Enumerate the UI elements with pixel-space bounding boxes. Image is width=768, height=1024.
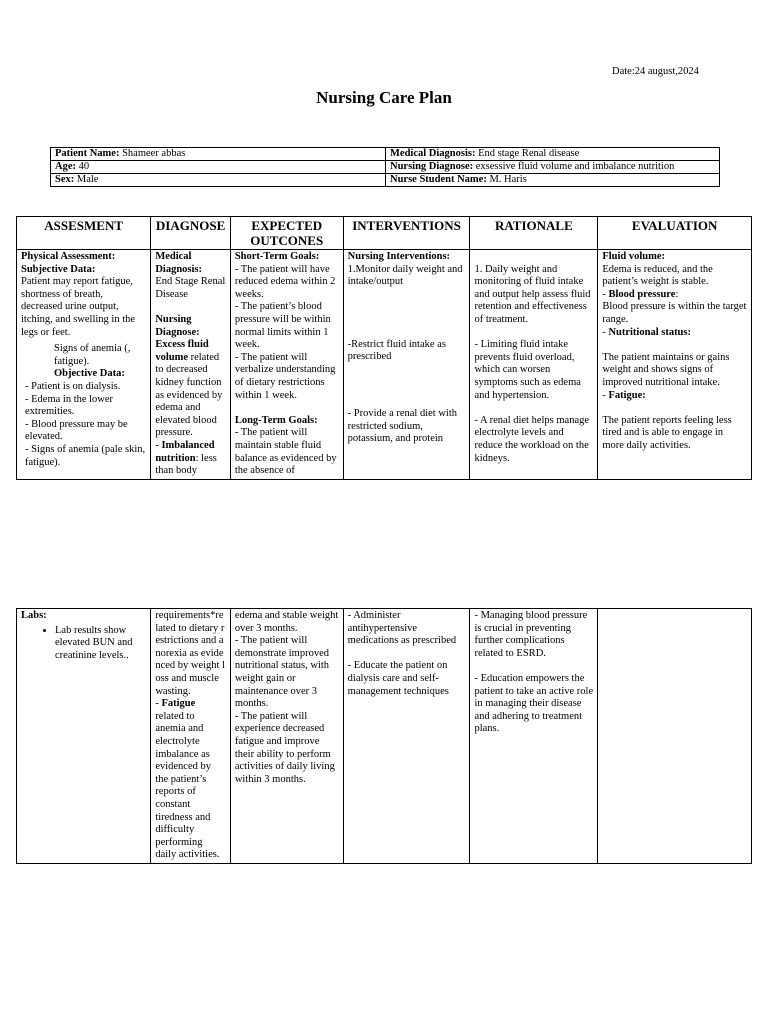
objective-heading: Objective Data:	[54, 368, 125, 380]
patient-name-value: Shameer abbas	[119, 148, 186, 159]
long-term-heading: Long-Term Goals:	[234, 414, 318, 426]
long-term-goal: - The patient will maintain stable fluid balance as evidenced by the absence of	[234, 427, 337, 477]
short-term-goal: - The patient will verbalize understanding of dietary restrictions within 1 week.	[234, 351, 336, 401]
nurse-student-value: M. Haris	[486, 174, 527, 185]
info-row	[51, 148, 720, 161]
medical-diagnosis-cell	[386, 148, 720, 161]
rationale-item: - Limiting fluid intake prevents fluid overload, which can worsen symptoms such as edema and hypertension.	[474, 339, 581, 401]
nursing-diagnose-value: exsessive fluid volume and imbalance nutrition	[473, 161, 675, 172]
short-term-heading: Short-Term Goals:	[234, 251, 320, 262]
medical-diagnosis-heading: Medical Diagnosis:	[155, 251, 202, 275]
nursing-interventions-heading: Nursing Interventions:	[347, 251, 451, 262]
page-title: Nursing Care Plan	[316, 88, 452, 107]
objective-item: - Signs of anemia (pale skin, fatigue).	[25, 443, 146, 468]
rationale-item: - Managing blood pressure is crucial in preventing further complications related to ESRD.	[474, 610, 588, 659]
short-term-goal: - The patient will have reduced edema within 2 weeks.	[234, 263, 336, 300]
fluid-volume-text: Edema is reduced, and the patient’s weight is stable.	[602, 263, 713, 288]
interventions-cell	[343, 250, 470, 480]
nurse-student-label: Nurse Student Name:	[390, 174, 487, 185]
long-term-goal: edema and stable weight over 3 months.	[234, 610, 339, 634]
list-item: • Lab results show elevated BUN and creatinine levels..	[55, 625, 146, 663]
short-term-goal: - The patient’s blood pressure will be within normal limits within 1 week.	[234, 301, 331, 351]
dash: -	[155, 698, 162, 710]
evaluation-cell	[598, 250, 752, 480]
column-header-interventions: INTERVENTIONS	[343, 217, 470, 250]
intervention-item: -Restrict fluid intake as prescribed	[347, 338, 446, 363]
assessment-cell	[17, 609, 151, 864]
labs-heading: Labs:	[21, 610, 47, 621]
patient-name-cell	[51, 148, 386, 161]
sex-label: Sex:	[55, 174, 75, 185]
nurse-student-cell	[386, 174, 720, 187]
nutritional-status-heading: Nutritional status:	[608, 326, 691, 338]
column-header-assessment: ASSESMENT	[17, 217, 151, 250]
dash: -	[602, 326, 609, 338]
rationale-item: 1. Daily weight and monitoring of fluid intake and output help assess fluid retention and effectiveness of treatment.	[474, 263, 591, 325]
age-cell	[51, 161, 386, 174]
info-row	[51, 174, 720, 187]
diagnose-continued-text: requirements*related to dietary restrictions and anorexia as evidenced by weight loss and muscle wasting.	[155, 610, 226, 697]
signs-anemia-text: Signs of anemia (, fatigue).	[54, 343, 131, 367]
patient-info-table	[50, 147, 720, 187]
blood-pressure-text: Blood pressure is within the target range.	[602, 301, 747, 325]
subjective-text: Patient may report fatigue, shortness of breath, decreased urine output, itching, and swelling in the legs or feet.	[21, 276, 136, 338]
subjective-heading: Subjective Data:	[21, 263, 96, 275]
nursing-diagnose-heading: Nursing Diagnose:	[155, 313, 200, 338]
blood-pressure-heading: Blood pressure	[608, 288, 676, 300]
interventions-cell	[343, 609, 470, 864]
long-term-goal: - The patient will experience decreased fatigue and improve their ability to perform activities of daily living within 3 months.	[234, 710, 335, 785]
medical-diagnosis-value: End stage Renal disease	[475, 148, 580, 159]
date-label: Date:24 august,2024	[612, 66, 699, 77]
info-row	[51, 161, 720, 174]
assessment-cell	[17, 250, 151, 480]
sex-value: Male	[74, 174, 99, 185]
fluid-volume-heading: Fluid volume:	[602, 251, 666, 262]
care-plan-row	[17, 609, 752, 864]
rationale-cell	[470, 609, 598, 864]
imbalanced-nutrition-term: Imbalanced nutrition	[155, 439, 215, 464]
long-term-goal: - The patient will demonstrate improved nutritional status, with weight gain or maintenance over 3 months.	[234, 635, 330, 710]
medical-diagnosis-text: End Stage Renal Disease	[155, 276, 226, 300]
objective-item: - Edema in the lower extremities.	[25, 393, 114, 418]
column-header-rationale: RATIONALE	[470, 217, 598, 250]
fatigue-text: The patient reports feeling less tired and is able to engage in more daily activities.	[602, 414, 732, 451]
dash: -	[602, 389, 609, 401]
outcomes-cell	[230, 250, 343, 480]
physical-assessment-heading: Physical Assessment:	[21, 251, 116, 262]
colon: :	[675, 288, 679, 300]
objective-item: - Patient is on dialysis.	[25, 380, 121, 392]
column-header-outcomes: EXPECTED OUTCONES	[230, 217, 343, 250]
age-value: 40	[76, 161, 90, 172]
care-plan-table-page2	[16, 608, 752, 864]
intervention-item: 1.Monitor daily weight and intake/output	[347, 263, 463, 288]
column-header-evaluation: EVALUATION	[598, 217, 752, 250]
objective-item: - Blood pressure may be elevated.	[25, 418, 128, 443]
medical-diagnosis-label: Medical Diagnosis:	[390, 148, 476, 159]
evaluation-cell	[598, 609, 752, 864]
care-plan-row	[17, 250, 752, 480]
dash: -	[155, 439, 162, 451]
nutritional-status-text: The patient maintains or gains weight and shows signs of improved nutritional intake.	[602, 351, 730, 388]
labs-list	[21, 625, 146, 663]
column-header-diagnose: DIAGNOSE	[151, 217, 231, 250]
fatigue-diagnosis-text: related to anemia and electrolyte imbalance as evidenced by the patient’s reports of constant tiredness and difficulty performing daily activities.	[155, 710, 220, 861]
age-label: Age:	[55, 161, 76, 172]
rationale-item: - A renal diet helps manage electrolyte levels and reduce the workload on the kidneys.	[474, 414, 590, 464]
fatigue-term: Fatigue	[161, 698, 196, 710]
patient-name-label: Patient Name:	[55, 148, 120, 159]
imbalanced-nutrition-text: : less than body	[155, 452, 217, 477]
dash: -	[602, 288, 609, 300]
intervention-item: - Provide a renal diet with restricted sodium, potassium, and protein	[347, 407, 457, 445]
intervention-item: - Administer antihypertensive medications as prescribed	[347, 610, 457, 647]
excess-fluid-term: Excess fluid volume	[155, 339, 209, 363]
nursing-diagnose-cell	[386, 161, 720, 174]
excess-fluid-text: related to decreased kidney function as evidenced by edema and elevated blood pressure.	[155, 351, 223, 439]
rationale-item: - Education empowers the patient to take an active role in managing their disease and adhering to treatment plans.	[474, 672, 594, 735]
diagnose-cell	[151, 250, 231, 480]
sex-cell	[51, 174, 386, 187]
care-plan-table-page1	[16, 216, 752, 480]
outcomes-cell	[230, 609, 343, 864]
rationale-cell	[470, 250, 598, 480]
nursing-diagnose-label: Nursing Diagnose:	[390, 161, 474, 172]
diagnose-cell	[151, 609, 231, 864]
intervention-item: - Educate the patient on dialysis care and self-management techniques	[347, 660, 449, 697]
header-row	[17, 217, 752, 250]
fatigue-heading: Fatigue:	[608, 389, 646, 401]
